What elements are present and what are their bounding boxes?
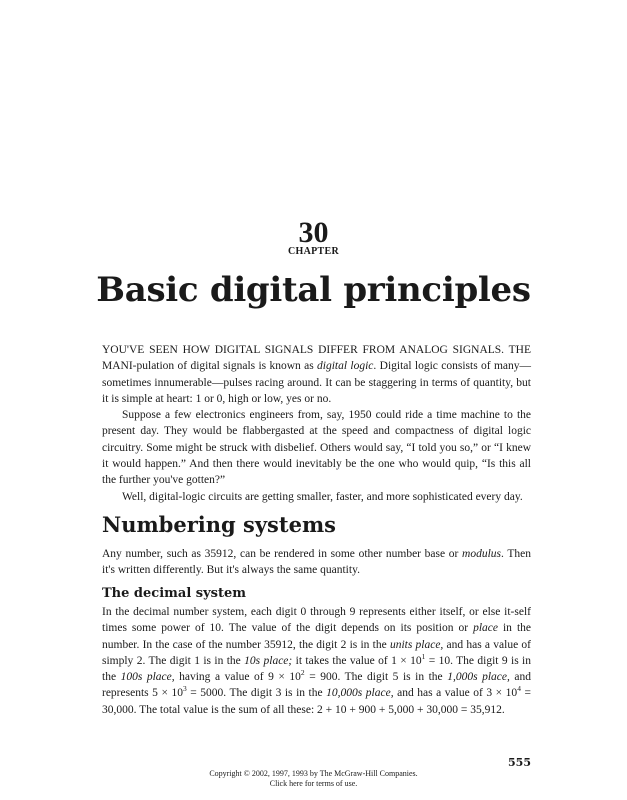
exponent: 1 bbox=[421, 652, 426, 662]
decimal-emphasis-tens: 10s place; bbox=[244, 654, 293, 667]
intro-paragraph-1 bbox=[102, 342, 531, 407]
chapter-title: Basic digital principles bbox=[96, 270, 531, 310]
subsection-heading-decimal-system: The decimal system bbox=[102, 586, 247, 601]
exponent: 2 bbox=[300, 668, 305, 678]
intro-p1-emphasis: digital logic bbox=[317, 360, 374, 373]
decimal-text: in the number. In the case of the number 35912, the digit 2 is in the bbox=[102, 622, 531, 651]
decimal-emphasis-units: units place, bbox=[389, 638, 444, 651]
decimal-text: = 10. The digit 9 is in the bbox=[102, 654, 531, 684]
numbering-text-a: Any number, such as 35912, can be rendered in some other number base or bbox=[102, 548, 463, 560]
decimal-system-body bbox=[102, 604, 531, 718]
decimal-emphasis-hundreds: 100s place, bbox=[120, 671, 175, 684]
numbering-text-b: . Then it's written differently. But it's always the same quantity. bbox=[102, 548, 531, 577]
decimal-text: and has a value of 3 × 10 bbox=[393, 687, 518, 700]
decimal-text: having a value of 9 × 10 bbox=[174, 671, 301, 684]
decimal-text: = 30,000. The total value is the sum of all these: 2 + 10 + 900 + 5,000 + 30,000 = 35,912. bbox=[102, 687, 531, 716]
decimal-text: = 5000. The digit 3 is in the bbox=[186, 687, 327, 700]
decimal-emphasis-tenthousands: 10,000s place, bbox=[326, 687, 394, 700]
decimal-text: and represents 5 × 10 bbox=[102, 671, 531, 700]
copyright-footer bbox=[0, 769, 627, 789]
decimal-text: and has a value of simply 2. The digit 1 is in the bbox=[102, 638, 531, 667]
intro-p1-text-b: . Digital logic consists of many—sometimes innumerable—pulses racing around. It can be staggering in terms of quantity, but it is simple at heart: 1 or 0, high or low, yes or no. bbox=[102, 360, 531, 405]
intro-p1-text-a: YOU'VE SEEN HOW DIGITAL SIGNALS DIFFER FROM ANALOG SIGNALS. THE MANI-pulation of digital signals is known as bbox=[102, 344, 531, 373]
copyright-text: Copyright © 2002, 1997, 1993 by The McGraw-Hill Companies. bbox=[209, 769, 418, 778]
decimal-emphasis-thousands: 1,000s place, bbox=[447, 671, 510, 684]
exponent: 3 bbox=[182, 684, 187, 694]
decimal-text: it takes the value of 1 × 10 bbox=[292, 654, 422, 667]
decimal-emphasis-place: place bbox=[473, 622, 498, 635]
decimal-paragraph bbox=[102, 604, 531, 718]
page-number: 555 bbox=[508, 756, 531, 769]
decimal-text: In the decimal number system, each digit 0 through 9 represents either itself, or else it-self times some power of 10. The value of the digit depends on its position or bbox=[102, 606, 531, 635]
numbering-paragraph bbox=[102, 546, 531, 579]
exponent: 4 bbox=[517, 684, 521, 694]
chapter-label: CHAPTER bbox=[288, 246, 339, 257]
numbering-systems-body bbox=[102, 546, 531, 579]
intro-paragraph-3: Well, digital-logic circuits are getting smaller, faster, and more sophisticated every day. bbox=[122, 490, 523, 503]
decimal-text: = 900. The digit 5 is in the bbox=[304, 671, 448, 684]
numbering-emphasis: modulus bbox=[462, 548, 502, 560]
intro-paragraph-2: Suppose a few electronics engineers from, say, 1950 could ride a time machine to the present day. They would be flabbergasted at the speed and compactness of digital logic circuitry. Some might be struck with disbelief. Others would say, “I told you so,” or “I knew it would happen.” And then there would inevitably be the one who would quip, “Is this all the further you've gotten?” bbox=[102, 409, 531, 487]
chapter-number: 30 bbox=[298, 216, 329, 249]
section-heading-numbering-systems: Numbering systems bbox=[102, 512, 336, 537]
terms-of-use-link[interactable]: Click here for terms of use. bbox=[269, 779, 358, 788]
intro-section bbox=[102, 342, 531, 505]
